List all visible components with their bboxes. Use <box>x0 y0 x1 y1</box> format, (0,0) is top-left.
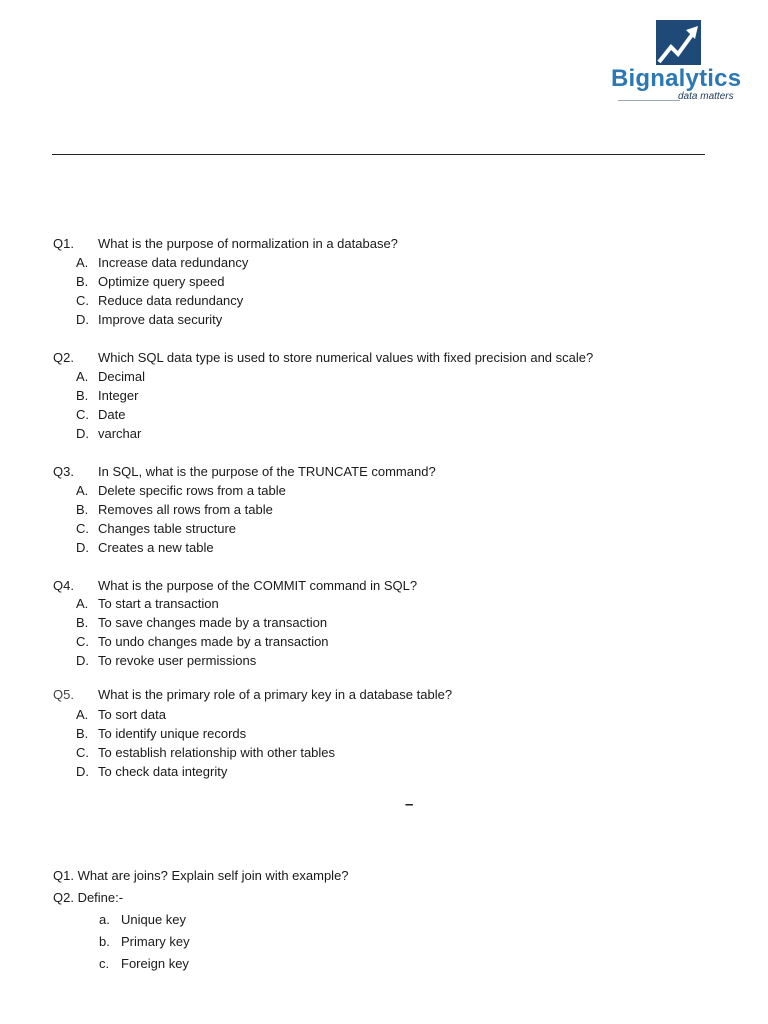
option-letter: D. <box>76 426 89 441</box>
item-letter: b. <box>99 934 110 949</box>
question-text: What is the primary role of a primary key in a database table? <box>98 687 453 702</box>
definition-item <box>99 956 189 971</box>
option-text: To start a transaction <box>98 596 219 611</box>
logo-divider <box>618 100 680 101</box>
option-text: To identify unique records <box>98 726 247 741</box>
option-item <box>76 369 145 384</box>
option-letter: C. <box>76 521 89 536</box>
option-item <box>76 726 246 741</box>
option-item <box>76 634 329 649</box>
item-text: Foreign key <box>121 956 189 971</box>
option-item <box>76 255 248 270</box>
option-item <box>76 596 219 611</box>
question-number: Q3. <box>53 464 74 479</box>
option-letter: A. <box>76 483 89 498</box>
item-text: Unique key <box>121 912 187 927</box>
option-letter: B. <box>76 726 89 741</box>
option-letter: D. <box>76 540 89 555</box>
option-letter: B. <box>76 388 89 403</box>
option-text: Increase data redundancy <box>98 255 249 270</box>
option-text: Optimize query speed <box>98 274 225 289</box>
option-item <box>76 745 335 760</box>
option-text: Decimal <box>98 369 145 384</box>
header-rule <box>52 154 705 155</box>
option-item <box>76 388 138 403</box>
option-letter: D. <box>76 764 89 779</box>
option-letter: C. <box>76 745 89 760</box>
option-item <box>76 274 224 289</box>
option-text: Creates a new table <box>98 540 214 555</box>
option-text: Improve data security <box>98 312 223 327</box>
option-letter: C. <box>76 407 89 422</box>
option-letter: D. <box>76 653 89 668</box>
subjective-question: Q1. What are joins? Explain self join with example? <box>53 868 349 883</box>
question-number: Q2. <box>53 350 74 365</box>
option-text: varchar <box>98 426 142 441</box>
item-letter: c. <box>99 956 110 971</box>
trend-arrow-icon <box>656 20 701 65</box>
option-text: To revoke user permissions <box>98 653 257 668</box>
option-item <box>76 653 256 668</box>
company-logo <box>608 18 743 108</box>
option-item <box>76 407 125 422</box>
option-letter: B. <box>76 502 89 517</box>
option-letter: C. <box>76 293 89 308</box>
question-text: What is the purpose of normalization in a database? <box>98 236 398 251</box>
item-text: Primary key <box>121 934 190 949</box>
option-text: Removes all rows from a table <box>98 502 273 517</box>
option-item <box>76 764 227 779</box>
option-item <box>76 615 327 630</box>
question-number: Q5. <box>53 687 74 702</box>
option-text: To establish relationship with other tables <box>98 745 336 760</box>
question-text: What is the purpose of the COMMIT command in SQL? <box>98 578 418 593</box>
logo-name: Bignalytics <box>611 65 742 92</box>
question-number: Q4. <box>53 578 74 593</box>
logo-tagline: data matters <box>678 91 734 102</box>
option-text: Delete specific rows from a table <box>98 483 286 498</box>
option-item <box>76 312 222 327</box>
option-letter: B. <box>76 615 89 630</box>
question-text: Which SQL data type is used to store numerical values with fixed precision and scale? <box>98 350 594 365</box>
option-item <box>76 483 286 498</box>
subjective-question: Q2. Define:- <box>53 890 124 905</box>
definition-item <box>99 912 186 927</box>
option-letter: A. <box>76 596 89 611</box>
option-letter: C. <box>76 634 89 649</box>
question-text: In SQL, what is the purpose of the TRUNCATE command? <box>98 464 436 479</box>
item-letter: a. <box>99 912 110 927</box>
option-item <box>76 521 236 536</box>
option-letter: A. <box>76 369 89 384</box>
option-text: To undo changes made by a transaction <box>98 634 329 649</box>
option-text: Date <box>98 407 126 422</box>
option-text: To sort data <box>98 707 166 722</box>
question-number: Q1. <box>53 236 74 251</box>
option-item <box>76 540 214 555</box>
option-letter: B. <box>76 274 89 289</box>
option-text: To save changes made by a transaction <box>98 615 328 630</box>
option-text: Changes table structure <box>98 521 237 536</box>
option-item <box>76 293 243 308</box>
option-text: To check data integrity <box>98 764 228 779</box>
option-letter: D. <box>76 312 89 327</box>
option-text: Integer <box>98 388 139 403</box>
option-letter: A. <box>76 255 89 270</box>
option-item <box>76 502 273 517</box>
option-item <box>76 426 141 441</box>
definition-item <box>99 934 190 949</box>
section-separator: – <box>405 796 414 813</box>
option-item <box>76 707 166 722</box>
option-text: Reduce data redundancy <box>98 293 244 308</box>
option-letter: A. <box>76 707 89 722</box>
